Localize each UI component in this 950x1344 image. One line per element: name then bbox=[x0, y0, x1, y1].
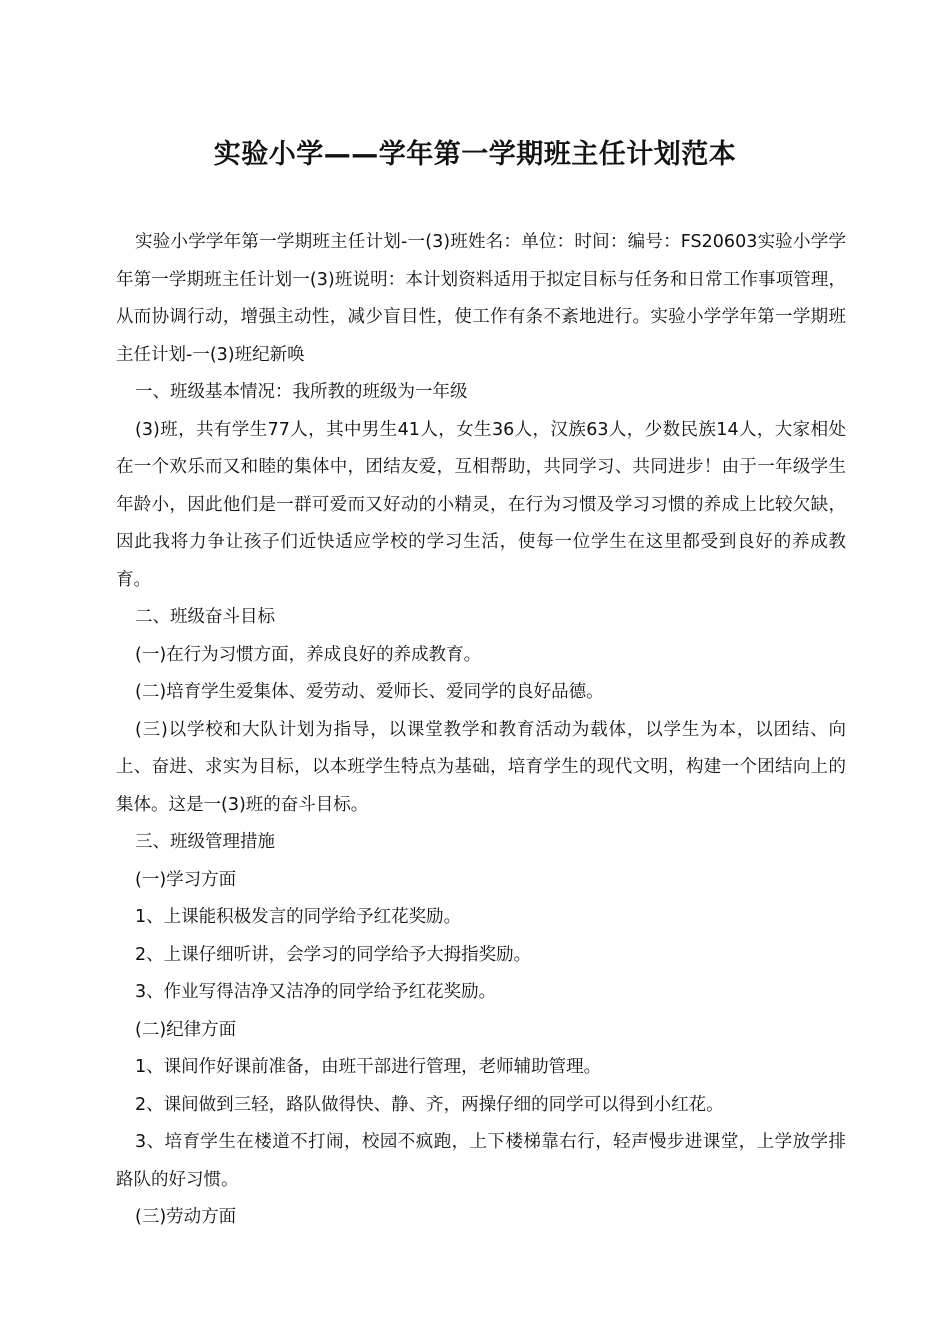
study-item-3: 3、作业写得洁净又洁净的同学给予红花奖励。 bbox=[135, 982, 497, 1002]
study-item-2: 2、上课仔细听讲，会学习的同学给予大拇指奖励。 bbox=[135, 944, 532, 965]
discipline-item-3: 3、培育学生在楼道不打闹，校园不疯跑，上下楼梯靠右行，轻声慢步进课堂，上学放学排路队的好习惯。 bbox=[116, 1132, 846, 1190]
document-body bbox=[116, 224, 846, 1237]
goal-item-2: (二)培育学生爱集体、爱劳动、爱师长、爱同学的良好品德。 bbox=[135, 682, 604, 702]
paragraph-class-overview: (3)班，共有学生77人，其中男生41人，女生36人，汉族63人，少数民族14人，大家相处在一个欢乐而又和睦的集体中，团结友爱，互相帮助，共同学习、共同进步！由于一年级学生年龄小，因此他们是一群可爱而又好动的小精灵，在行为习惯及学习习惯的养成上比较欠缺，因此我将力争让孩子们近快适应学校的学习生活，使每一位学生在这里都受到良好的养成教育。 bbox=[116, 419, 846, 590]
discipline-item-2: 2、课间做到三轻，路队做得快、静、齐，两操仔细的同学可以得到小红花。 bbox=[135, 1094, 724, 1115]
subsection-heading-labor: (三)劳动方面 bbox=[135, 1207, 237, 1227]
section-heading-basic-info: 一、班级基本情况：我所教的班级为一年级 bbox=[135, 382, 468, 402]
section-heading-goals: 二、班级奋斗目标 bbox=[135, 607, 275, 627]
paragraph-intro: 实验小学学年第一学期班主任计划-一(3)班姓名：单位：时间：编号：FS20603实验小学学年第一学期班主任计划一(3)班说明：本计划资料适用于拟定目标与任务和日常工作事项管理，从而协调行动，增强主动性，减少盲目性，使工作有条不紊地进行。实验小学学年第一学期班主任计划-一(3)班纪新唤 bbox=[116, 232, 846, 365]
discipline-item-1: 1、课间作好课前准备，由班干部进行管理，老师辅助管理。 bbox=[135, 1057, 602, 1077]
subsection-heading-study: (一)学习方面 bbox=[135, 869, 237, 890]
goal-item-1: (一)在行为习惯方面，养成良好的养成教育。 bbox=[135, 644, 482, 665]
study-item-1: 1、上课能积极发言的同学给予红花奖励。 bbox=[135, 907, 462, 927]
section-heading-measures: 三、班级管理措施 bbox=[135, 832, 275, 852]
goal-item-3: (三)以学校和大队计划为指导，以课堂教学和教育活动为载体，以学生为本，以团结、向上、奋进、求实为目标，以本班学生特点为基础，培育学生的现代文明，构建一个团结向上的集体。这是一(3)班的奋斗目标。 bbox=[116, 719, 846, 815]
document-title: 实验小学——学年第一学期班主任计划范本 bbox=[213, 139, 737, 170]
subsection-heading-discipline: (二)纪律方面 bbox=[135, 1019, 237, 1040]
